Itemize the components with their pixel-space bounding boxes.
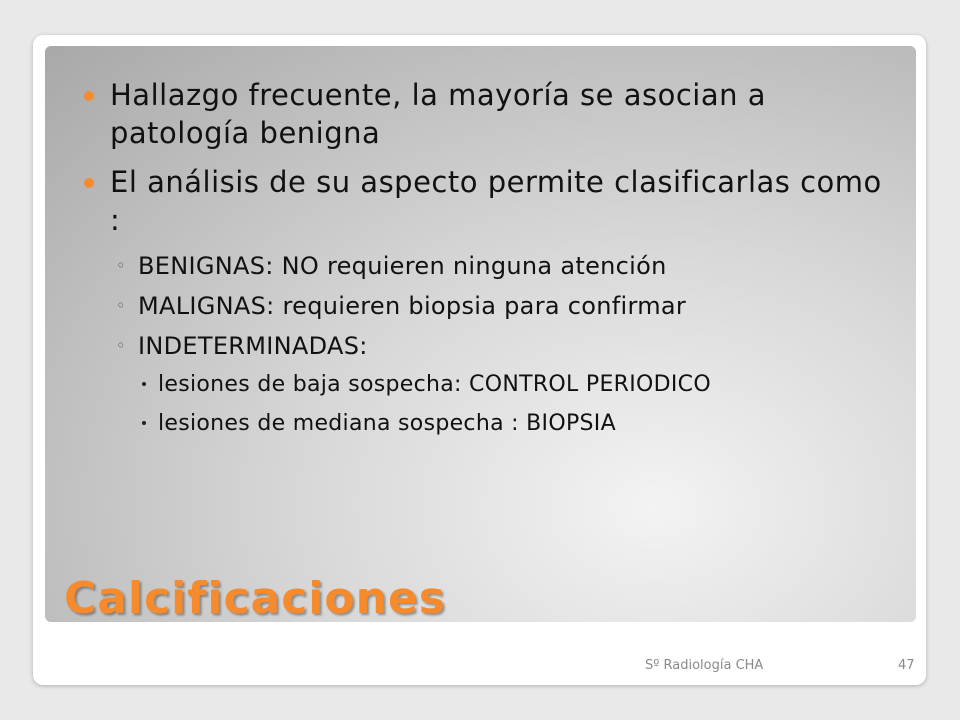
slide-number: 47 <box>898 658 915 673</box>
bullet-text: Hallazgo frecuente, la mayoría se asocian a patología benigna <box>110 78 766 150</box>
sub-sub-bullet-item <box>84 370 884 399</box>
sub-sub-bullet-text: lesiones de baja sospecha: CONTROL PERIODICO <box>158 372 711 397</box>
bullet-text: El análisis de su aspecto permite clasificarlas como : <box>110 165 882 237</box>
slide-title: Calcificaciones <box>64 573 446 624</box>
sub-sub-bullet-text: lesiones de mediana sospecha : BIOPSIA <box>158 411 616 436</box>
bullet-item <box>84 163 884 239</box>
sub-bullet-text: MALIGNAS: requieren biopsia para confirmar <box>138 292 687 320</box>
small-dot-icon <box>142 382 146 386</box>
bullet-item <box>84 76 884 152</box>
small-dot-icon <box>142 421 146 425</box>
bullet-dot-icon <box>84 178 94 188</box>
sub-bullet-item <box>84 290 884 322</box>
ring-bullet-icon: ◦ <box>116 256 126 275</box>
sub-bullet-text: BENIGNAS: NO requieren ninguna atención <box>138 252 667 280</box>
ring-bullet-icon: ◦ <box>116 296 126 315</box>
ring-bullet-icon: ◦ <box>116 336 126 355</box>
bullet-dot-icon <box>84 91 94 101</box>
sub-bullet-item <box>84 330 884 362</box>
sub-sub-bullet-item <box>84 409 884 438</box>
sub-bullet-text: INDETERMINADAS: <box>138 332 368 360</box>
footer-text: Sº Radiología CHA <box>645 658 764 673</box>
sub-bullet-item <box>84 250 884 282</box>
bullet-list <box>84 76 884 448</box>
